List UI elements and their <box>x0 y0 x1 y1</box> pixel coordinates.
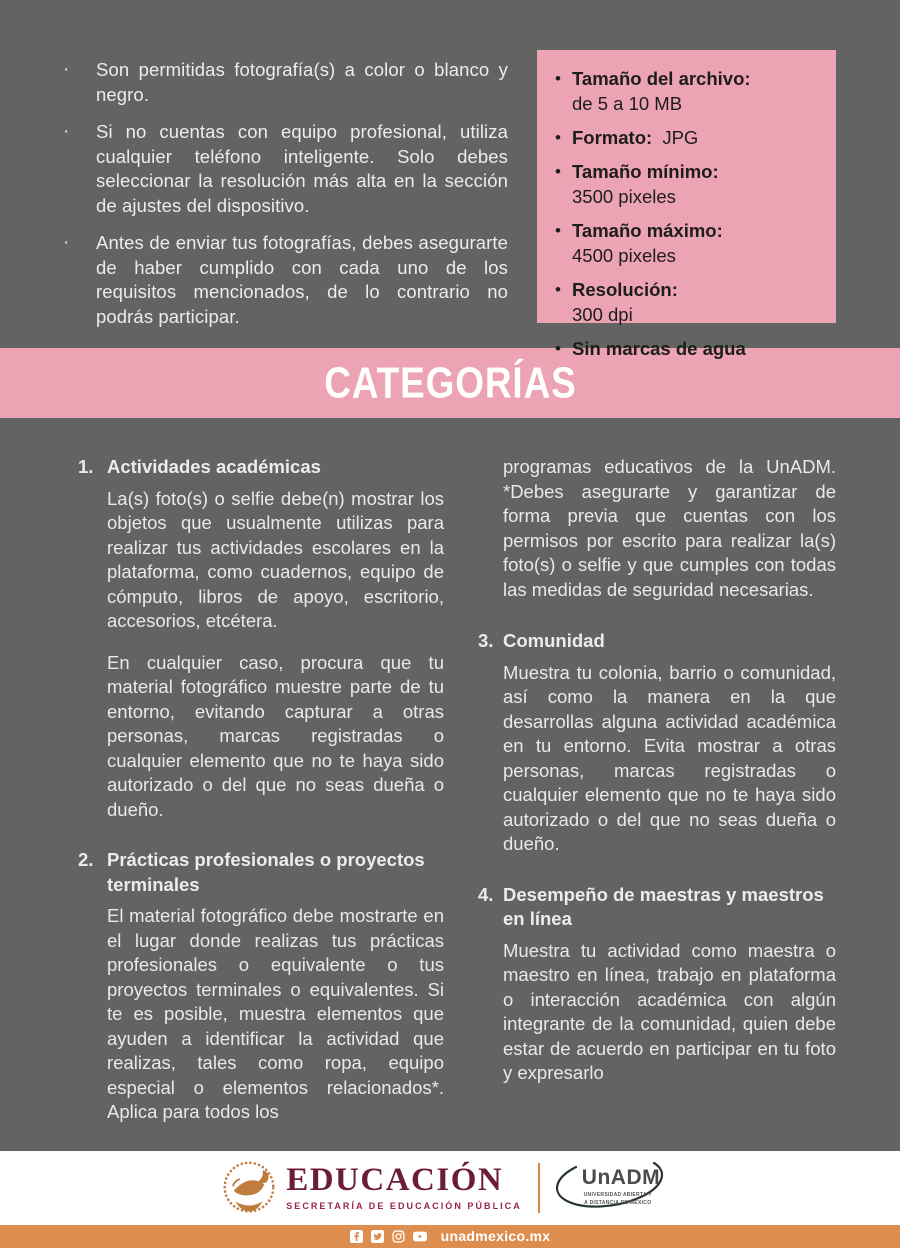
photo-specs-box <box>537 50 836 359</box>
website-label[interactable]: unadmexico.mx <box>440 1228 551 1244</box>
spec-value: 4500 pixeles <box>572 245 676 266</box>
categories-right-column <box>478 455 836 1151</box>
category-paragraph: El material fotográfico debe mostrarte en el lugar donde realizas tus prácticas profesionales o equivalente o tus proyectos terminales o equivalentes. Si te es posible, muestra elementos que ayuden a identificar la actividad que realizas, tales como ropa, equipo especial o elementos relacionados*. Aplica para todos los <box>107 905 444 1122</box>
category-number: 4. <box>478 883 494 905</box>
categories-section <box>0 418 900 1151</box>
bullet-icon: • <box>555 221 561 240</box>
category-2-continuation: programas educativos de la UnADM. *Debes asegurarte y garantizar de forma previa que cuentas con los permisos por escrito para realizar la(s) foto(s) o selfie y que cumples con todas las medidas de seguridad necesarias. <box>503 456 836 600</box>
spec-item <box>555 66 820 116</box>
twitter-icon[interactable] <box>371 1229 385 1243</box>
category-4 <box>478 883 836 1086</box>
unadm-wordmark: UnADM <box>581 1165 661 1189</box>
categories-left-column <box>78 455 444 1151</box>
sep-eagle-seal-icon <box>222 1159 276 1217</box>
spec-label: Tamaño del archivo: <box>572 68 751 89</box>
bullet-icon: • <box>555 280 561 299</box>
spec-label: Sin marcas de agua <box>572 338 746 359</box>
category-heading: Desempeño de maestras y maestros en línea <box>503 883 824 929</box>
spec-label: Formato: <box>572 127 653 148</box>
category-number: 1. <box>78 456 94 477</box>
category-paragraph: Muestra tu actividad como maestra o maestro en línea, trabajo en plataforma o interacción académica con algún integrante de la comunidad, quien debe estar de acuerdo en participar en tu foto y expresarlo <box>503 939 836 1083</box>
categories-title: CATEGORÍAS <box>323 358 577 407</box>
category-1 <box>78 455 444 822</box>
intro-bullet-text: Si no cuentas con equipo profesional, utiliza cualquier teléfono inteligente. Solo debes seleccionar la resolución más alta en la sección de ajustes del dispositivo. <box>96 121 508 216</box>
spec-label: Resolución: <box>572 279 678 300</box>
instagram-icon[interactable] <box>392 1229 406 1243</box>
list-item <box>58 231 508 329</box>
sep-education-logo <box>222 1159 522 1217</box>
category-number: 3. <box>478 630 494 651</box>
education-subtitle: SECRETARÍA DE EDUCACIÓN PÚBLICA <box>286 1201 522 1211</box>
category-paragraph: La(s) foto(s) o selfie debe(n) mostrar los objetos que usualmente utilizas para realizar tus actividades escolares en la plataforma, como cuadernos, equipo de cómputo, libros de apoyo, escritorio, accesorios, etcétera. <box>107 487 444 631</box>
spec-item <box>555 218 820 268</box>
spec-item <box>555 277 820 327</box>
bullet-icon: • <box>555 162 561 181</box>
bullet-icon: • <box>555 339 561 358</box>
category-paragraph: Muestra tu colonia, barrio o comunidad, así como la manera en la que desarrollas alguna actividad académica en tu entorno. Evita mostrar a otras personas, marcas registradas o cualquier elemento que no te haya sido autorizado o del que no seas dueña o dueño. <box>503 661 836 854</box>
bullet-icon: · <box>63 121 70 142</box>
footer-divider <box>538 1163 540 1213</box>
social-bar <box>0 1225 900 1248</box>
spec-value: de 5 a 10 MB <box>572 93 683 114</box>
bullet-icon: • <box>555 128 561 147</box>
spec-label: Tamaño mínimo: <box>572 161 719 182</box>
spec-value: 3500 pixeles <box>572 186 676 207</box>
spec-item <box>555 125 820 150</box>
category-number: 2. <box>78 849 94 870</box>
youtube-icon[interactable] <box>413 1229 427 1243</box>
category-heading: Actividades académicas <box>107 456 321 477</box>
category-heading: Comunidad <box>503 630 605 651</box>
facebook-icon[interactable] <box>350 1229 364 1243</box>
list-item <box>58 58 508 107</box>
spec-label: Tamaño máximo: <box>572 220 723 241</box>
intro-bullet-text: Antes de enviar tus fotografías, debes asegurarte de haber cumplido con cada uno de los requisitos mencionados, de lo contrario no podrás participar. <box>96 232 508 327</box>
intro-bullet-text: Son permitidas fotografía(s) a color o blanco y negro. <box>96 59 508 105</box>
requirements-section <box>0 0 900 359</box>
unadm-logo <box>556 1157 678 1219</box>
spec-item <box>555 336 820 361</box>
category-2 <box>78 848 444 1125</box>
education-wordmark: EDUCACIÓN <box>286 1162 504 1198</box>
list-item <box>58 120 508 218</box>
bullet-icon: · <box>63 232 70 253</box>
spec-value: JPG <box>662 127 699 148</box>
institutional-footer <box>0 1151 900 1225</box>
category-paragraph: En cualquier caso, procura que tu material fotográfico muestre parte de tu entorno, evitando capturar a otras personas, marcas registradas o cualquier elemento que no te haya sido autorizado o del que no seas dueña o dueño. <box>107 651 444 820</box>
bullet-icon: · <box>63 59 70 80</box>
category-heading: Prácticas profesionales o proyectos terminales <box>107 849 425 895</box>
intro-bullet-list <box>58 58 508 329</box>
category-3 <box>478 629 836 857</box>
bullet-icon: • <box>555 69 561 88</box>
spec-value: 300 dpi <box>572 304 633 325</box>
spec-item <box>555 159 820 209</box>
unadm-subtitle: UNIVERSIDAD ABIERTA Y A DISTANCIA DE MÉXICO <box>583 1191 652 1206</box>
